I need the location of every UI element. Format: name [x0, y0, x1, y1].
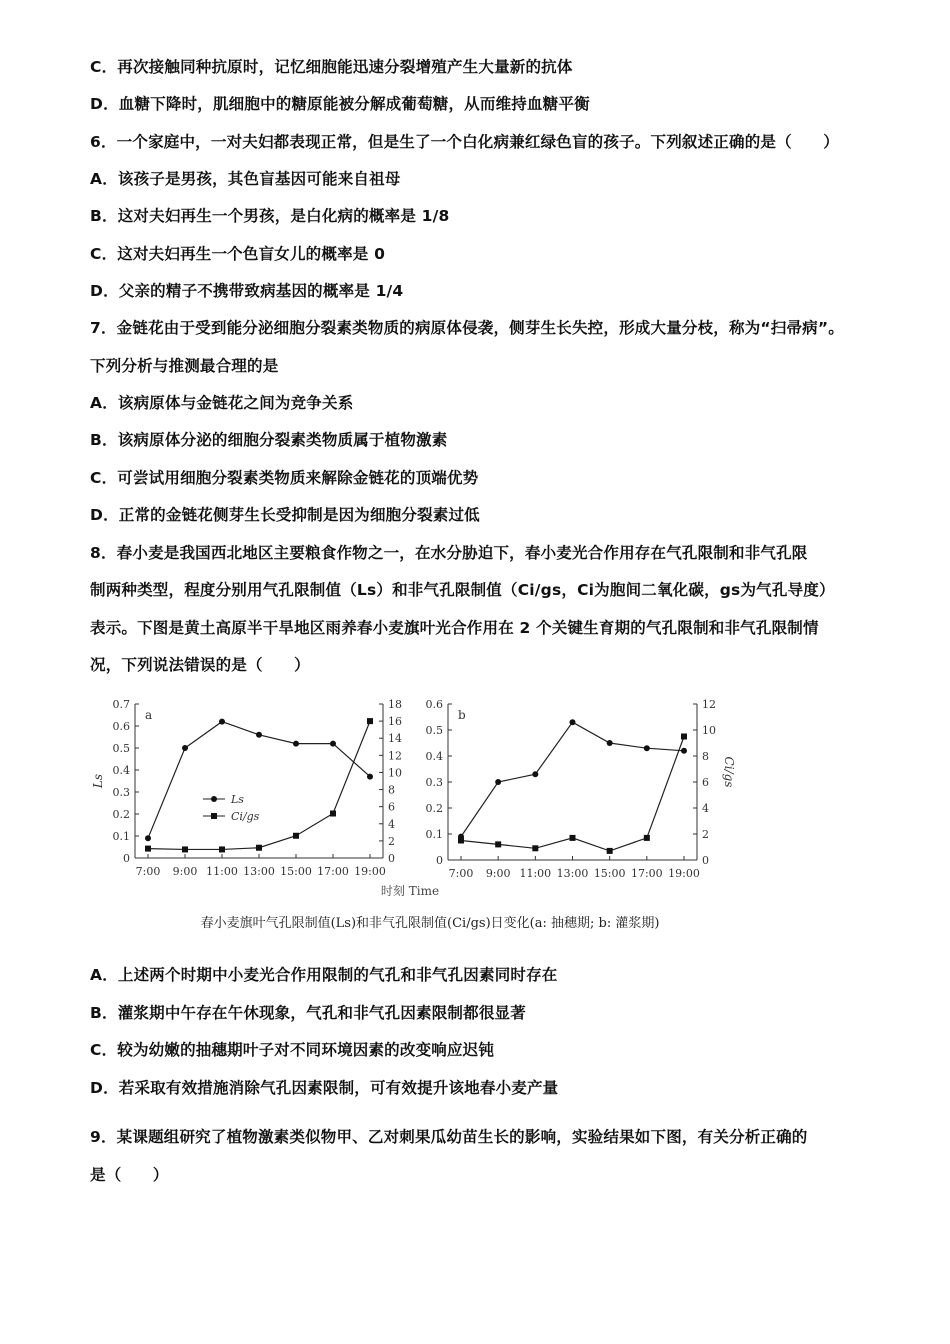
data-point-square: [293, 833, 299, 839]
right-tick-label: 4: [702, 802, 709, 815]
left-tick-label: 0.4: [425, 750, 443, 763]
data-point-circle: [644, 745, 650, 751]
x-tick-label: 15:00: [593, 867, 626, 880]
text-line: B．该病原体分泌的细胞分裂素类物质属于植物激素: [90, 431, 448, 449]
legend-label: Ls: [231, 793, 244, 806]
right-tick-label: 14: [388, 732, 402, 746]
left-tick-label: 0.7: [112, 698, 130, 711]
left-tick-label: 0.2: [425, 802, 443, 815]
text-line: 下列分析与推测最合理的是: [90, 357, 279, 375]
right-tick-label: 2: [388, 834, 395, 848]
right-tick-label: 8: [702, 750, 709, 763]
text-line: D．父亲的精子不携带致病基因的概率是 1/4: [90, 282, 404, 300]
data-point-square: [330, 811, 336, 817]
right-tick-label: 0: [388, 852, 395, 865]
text-line: D．正常的金链花侧芽生长受抑制是因为细胞分裂素过低: [90, 506, 480, 524]
left-tick-label: 0.1: [425, 828, 443, 841]
left-tick-label: 0.4: [112, 764, 130, 777]
right-tick-label: 0: [702, 854, 709, 867]
data-point-square: [495, 841, 501, 847]
x-tick-label: 17:00: [317, 865, 349, 878]
text-line: C．再次接触同种抗原时，记忆细胞能迅速分裂增殖产生大量新的抗体: [90, 58, 573, 76]
left-tick-label: 0.3: [425, 776, 443, 789]
x-tick-label: 17:00: [630, 867, 663, 880]
data-point-square: [644, 835, 650, 841]
y-axis-title-right: Ci/gs: [722, 756, 736, 788]
left-tick-label: 0.5: [425, 724, 443, 737]
data-point-square: [607, 848, 613, 854]
legend-marker-circle: [211, 796, 217, 802]
data-point-square: [256, 845, 262, 851]
data-point-circle: [607, 740, 613, 746]
left-tick-label: 0.1: [112, 830, 130, 843]
left-tick-label: 0: [123, 852, 130, 865]
panel-label: a: [145, 708, 153, 722]
text-line: C．可尝试用细胞分裂素类物质来解除金链花的顶端优势: [90, 469, 479, 487]
x-axis-title: 时刻 Time: [380, 884, 440, 898]
text-line: D．若采取有效措施消除气孔因素限制，可有效提升该地春小麦产量: [90, 1079, 559, 1097]
right-tick-label: 8: [388, 783, 395, 797]
data-point-square: [681, 734, 687, 740]
legend-marker-square: [211, 813, 217, 819]
x-tick-label: 19:00: [668, 867, 700, 880]
text-line: 制两种类型，程度分别用气孔限制值（Ls）和非气孔限制值（Ci/gs，Ci为胞间二氧化碳，gs为气孔导度）: [90, 581, 835, 599]
text-line: A．该病原体与金链花之间为竞争关系: [90, 394, 354, 412]
x-tick-label: 19:00: [354, 865, 386, 878]
data-point-circle: [532, 771, 538, 777]
text-line: B．这对夫妇再生一个男孩，是白化病的概率是 1/8: [90, 207, 450, 225]
data-point-circle: [256, 732, 262, 738]
left-tick-label: 0.3: [112, 786, 130, 799]
data-point-square: [367, 718, 373, 724]
x-tick-label: 11:00: [206, 865, 238, 878]
text-line: 7．金链花由于受到能分泌细胞分裂素类物质的病原体侵袭，侧芽生长失控，形成大量分枝，称为“扫帚病”。: [90, 319, 844, 337]
x-tick-label: 7:00: [135, 865, 161, 878]
x-tick-label: 13:00: [243, 865, 275, 878]
right-tick-label: 12: [702, 698, 716, 711]
data-point-square: [532, 845, 538, 851]
text-line: B．灌浆期中午存在午休现象，气孔和非气孔因素限制都很显著: [90, 1004, 526, 1022]
x-tick-label: 9:00: [172, 865, 198, 878]
right-tick-label: 2: [702, 828, 709, 841]
series-line-ls: [461, 722, 684, 836]
stomatal-limitation-figure: [90, 690, 736, 940]
data-point-circle: [219, 719, 225, 725]
text-line: C．较为幼嫩的抽穗期叶子对不同环境因素的改变响应迟钝: [90, 1041, 495, 1059]
text-line: 8．春小麦是我国西北地区主要粮食作物之一，在水分胁迫下，春小麦光合作用存在气孔限制和非气孔限: [90, 544, 808, 562]
data-point-circle: [681, 748, 687, 754]
x-tick-label: 9:00: [485, 867, 511, 880]
series-line-ci-gs: [148, 721, 370, 849]
text-line: C．这对夫妇再生一个色盲女儿的概率是 0: [90, 245, 386, 263]
y-axis-title-left: Ls: [91, 773, 105, 789]
data-point-circle: [182, 745, 188, 751]
right-tick-label: 16: [388, 715, 402, 729]
left-tick-label: 0.6: [425, 698, 443, 711]
data-point-circle: [495, 779, 501, 785]
left-tick-label: 0.5: [112, 742, 130, 755]
data-point-circle: [330, 741, 336, 747]
panel-label: b: [458, 708, 466, 722]
data-point-square: [570, 835, 576, 841]
data-point-circle: [570, 719, 576, 725]
text-line: 6．一个家庭中，一对夫妇都表现正常，但是生了一个白化病兼红绿色盲的孩子。下列叙述正确的是（ ）: [90, 133, 839, 151]
figure-caption: 春小麦旗叶气孔限制值(Ls)和非气孔限制值(Ci/gs)日变化(a: 抽穗期; b: 灌浆期): [200, 916, 660, 931]
text-line: D．血糖下降时，肌细胞中的糖原能被分解成葡萄糖，从而维持血糖平衡: [90, 95, 590, 113]
x-tick-label: 13:00: [556, 867, 589, 880]
right-tick-label: 4: [388, 817, 395, 831]
left-tick-label: 0.6: [112, 720, 130, 733]
text-line: 是（ ）: [90, 1166, 169, 1184]
data-point-square: [182, 846, 188, 852]
data-point-circle: [367, 774, 373, 780]
right-tick-label: 10: [388, 766, 402, 780]
x-tick-label: 7:00: [448, 867, 474, 880]
data-point-square: [219, 846, 225, 852]
x-tick-label: 11:00: [519, 867, 552, 880]
data-point-square: [145, 846, 151, 852]
left-tick-label: 0.2: [112, 808, 130, 821]
data-point-square: [458, 838, 464, 844]
text-line: 表示。下图是黄土高原半干旱地区雨养春小麦旗叶光合作用在 2 个关键生育期的气孔限制和非气孔限制情: [90, 619, 819, 637]
left-tick-label: 0: [436, 854, 443, 867]
legend-label: Ci/gs: [231, 810, 260, 823]
text-line: 9．某课题组研究了植物激素类似物甲、乙对刺果瓜幼苗生长的影响，实验结果如下图，有关分析正确的: [90, 1128, 808, 1146]
data-point-circle: [293, 741, 299, 747]
right-tick-label: 10: [702, 724, 716, 737]
right-tick-label: 18: [388, 698, 402, 711]
right-tick-label: 6: [702, 776, 709, 789]
text-line: 况，下列说法错误的是（ ）: [90, 656, 310, 674]
x-tick-label: 15:00: [280, 865, 312, 878]
text-line: A．该孩子是男孩，其色盲基因可能来自祖母: [90, 170, 401, 188]
text-line: A．上述两个时期中小麦光合作用限制的气孔和非气孔因素同时存在: [90, 966, 558, 984]
data-point-circle: [145, 835, 151, 841]
right-tick-label: 12: [388, 749, 402, 763]
series-line-ci-gs: [461, 737, 684, 851]
right-tick-label: 6: [388, 800, 395, 814]
